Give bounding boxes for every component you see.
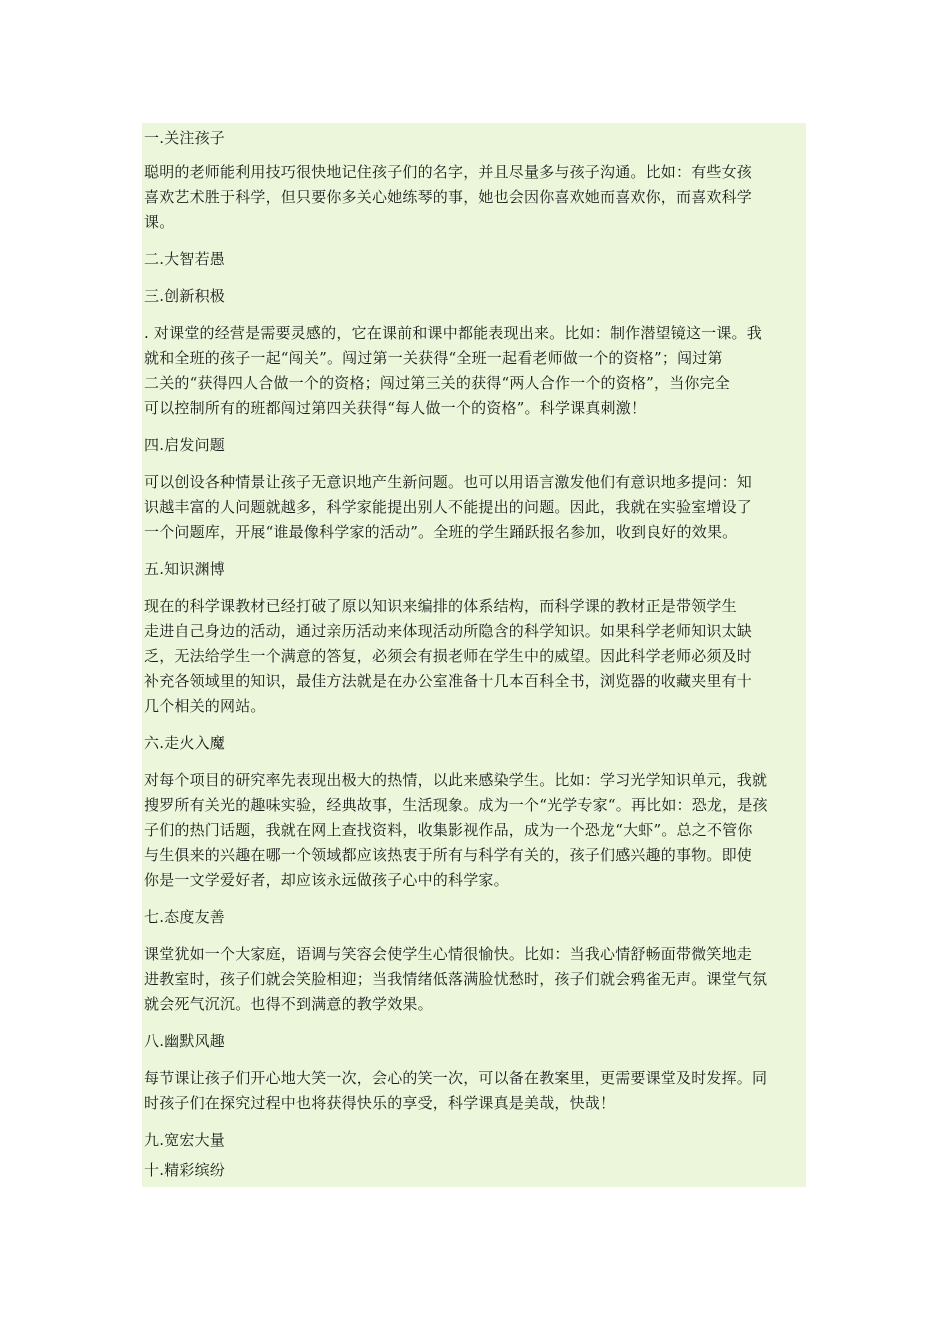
paragraph-1-line-1: 聪明的老师能利用技巧很快地记住孩子们的名字，并且尽量多与孩子沟通。比如：有些女孩 [144, 163, 753, 181]
heading-4: 四.启发问题 [144, 436, 225, 454]
paragraph-6-line-5: 你是一文学爱好者，却应该永远做孩子心中的科学家。 [144, 871, 509, 889]
paragraph-8-line-2: 时孩子们在探究过程中也将获得快乐的享受，科学课真是美哉，快哉！ [144, 1094, 616, 1112]
heading-7: 七.态度友善 [144, 908, 225, 926]
document-body [142, 123, 806, 1187]
heading-1: 一.关注孩子 [144, 129, 225, 147]
paragraph-3-line-3: 二关的“获得四人合做一个的资格；闯过第三关的获得“两人合作一个的资格”，当你完全 [144, 374, 731, 392]
paragraph-7-line-3: 就会死气沉沉。也得不到满意的教学效果。 [144, 995, 433, 1013]
paragraph-5-line-5: 几个相关的网站。 [144, 697, 266, 715]
paragraph-3-line-1: . 对课堂的经营是需要灵感的，它在课前和课中都能表现出来。比如：制作潜望镜这一课。我 [144, 324, 762, 342]
heading-2: 二.大智若愚 [144, 250, 225, 268]
paragraph-6-line-4: 与生俱来的兴趣在哪一个领域都应该热衷于所有与科学有关的，孩子们感兴趣的事物。即使 [144, 846, 753, 864]
paragraph-6-line-2: 搜罗所有关光的趣味实验，经典故事，生活现象。成为一个“光学专家“。再比如：恐龙，是孩 [144, 796, 768, 814]
paragraph-5-line-2: 走进自己身边的活动，通过亲历活动来体现活动所隐含的科学知识。如果科学老师知识太缺 [144, 622, 753, 640]
paragraph-5-line-4: 补充各领域里的知识，最佳方法就是在办公室准备十几本百科全书，浏览器的收藏夹里有十 [144, 672, 753, 690]
paragraph-6-line-3: 子们的热门话题，我就在网上查找资料，收集影视作品，成为一个恐龙“大虾”。总之不管你 [144, 821, 753, 839]
paragraph-7-line-2: 进教室时，孩子们就会笑脸相迎；当我情绪低落满脸忧愁时，孩子们就会鸦雀无声。课堂气氛 [144, 970, 768, 988]
heading-5: 五.知识渊博 [144, 560, 225, 578]
paragraph-6-line-1: 对每个项目的研究率先表现出极大的热情，以此来感染学生。比如：学习光学知识单元，我就 [144, 771, 768, 789]
paragraph-5-line-1: 现在的科学课教材已经打破了原以知识来编排的体系结构，而科学课的教材正是带领学生 [144, 597, 737, 615]
heading-8: 八.幽默风趣 [144, 1032, 225, 1050]
paragraph-5-line-3: 乏，无法给学生一个满意的答复，必须会有损老师在学生中的威望。因此科学老师必须及时 [144, 647, 753, 665]
paragraph-4-line-3: 一个问题库，开展“谁最像科学家的活动”。全班的学生踊跃报名参加，收到良好的效果。 [144, 523, 738, 541]
paragraph-8-line-1: 每节课让孩子们开心地大笑一次，会心的笑一次，可以备在教案里，更需要课堂及时发挥。同 [144, 1069, 768, 1087]
heading-10: 十.精彩缤纷 [144, 1161, 225, 1179]
heading-9: 九.宽宏大量 [144, 1131, 225, 1149]
paragraph-1-line-3: 课。 [144, 213, 175, 231]
paragraph-1-line-2: 喜欢艺术胜于科学，但只要你多关心她练琴的事，她也会因你喜欢她而喜欢你，而喜欢科学 [144, 188, 753, 206]
paragraph-7-line-1: 课堂犹如一个大家庭，语调与笑容会使学生心情很愉快。比如：当我心情舒畅面带微笑地走 [144, 945, 753, 963]
paragraph-4-line-1: 可以创设各种情景让孩子无意识地产生新问题。也可以用语言激发他们有意识地多提问：知 [144, 473, 753, 491]
heading-3: 三.创新积极 [144, 287, 225, 305]
heading-6: 六.走火入魔 [144, 734, 225, 752]
paragraph-3-line-4: 可以控制所有的班都闯过第四关获得“每人做一个的资格”。科学课真刺激！ [144, 399, 647, 417]
paragraph-4-line-2: 识越丰富的人问题就越多，科学家能提出别人不能提出的问题。因此，我就在实验室增设了 [144, 498, 753, 516]
paragraph-3-line-2: 就和全班的孩子一起“闯关”。闯过第一关获得“全班一起看老师做一个的资格”；闯过第 [144, 349, 723, 367]
